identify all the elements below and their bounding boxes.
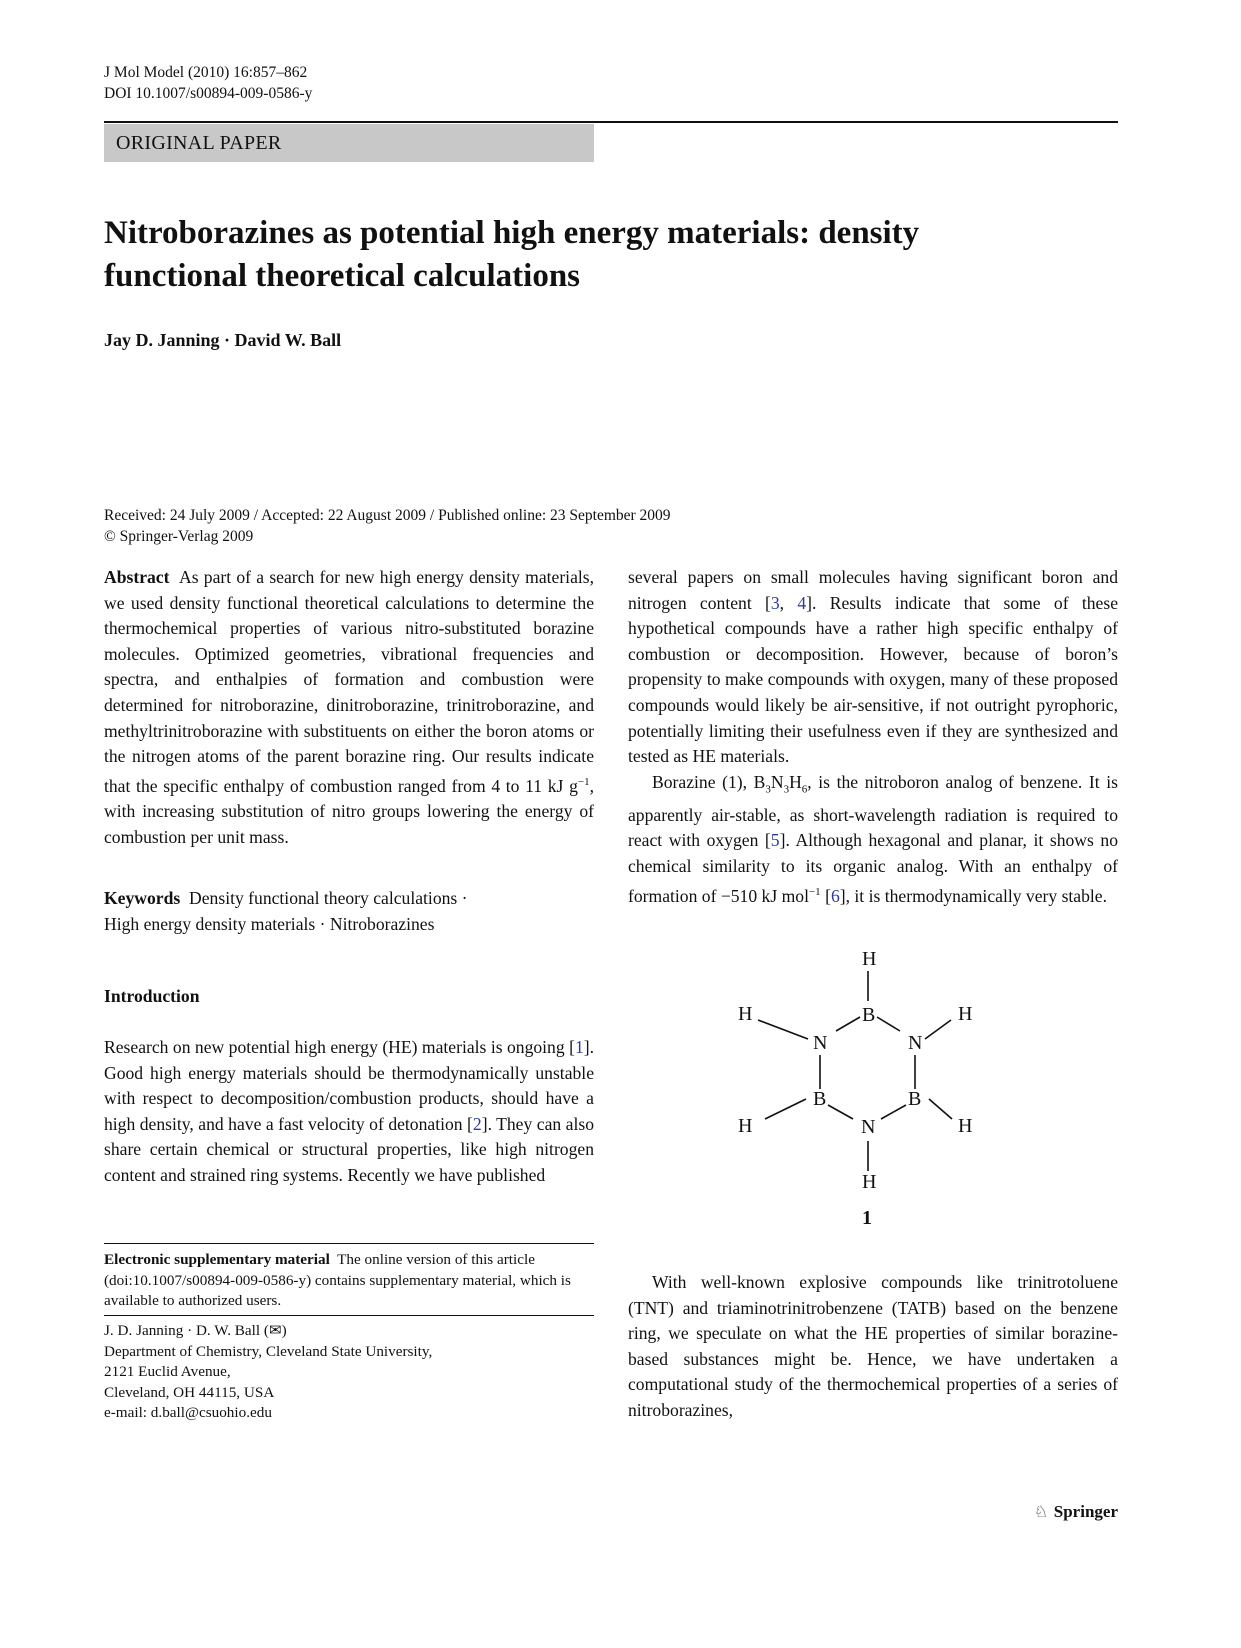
paper-title: Nitroborazines as potential high energy materials: density functional theoretical calculations	[104, 215, 920, 294]
abstract-text: As part of a search for new high energy density materials, we used density functional theoretical calculations to determine the thermochemical properties of various nitro-substituted borazine molecules. Optimized geometries, vibrational frequencies and spectra, and enthalpies of formation and combustion were determined for nitroborazine, dinitroborazine, trinitroborazine, and methyltrinitroborazine with substituents on either the boron atoms or the nitrogen atoms of the parent borazine ring. Our results indicate that the specific enthalpy of combustion ranged from 4 to 11 kJ g	[104, 567, 595, 796]
atom-label: H	[738, 1115, 753, 1137]
citation-link[interactable]: 3	[770, 592, 780, 613]
atom-label: B	[908, 1088, 922, 1110]
compound-number: 1	[862, 1207, 872, 1229]
bond	[758, 1020, 808, 1039]
body-text: N	[770, 771, 784, 792]
body-text: [	[820, 885, 831, 906]
keywords-label: Keywords	[104, 888, 181, 908]
abstract-text-end: , with increasing substitution of nitro groups lowering the energy of combustion per unit mass.	[104, 775, 594, 847]
subscript: 3	[783, 783, 790, 796]
keywords-line-1: Density functional theory calculations ·	[189, 888, 468, 908]
esm-label: Electronic supplementary material	[104, 1251, 330, 1268]
atom-label: B	[813, 1088, 827, 1110]
bond	[836, 1017, 860, 1031]
borazine-structure	[740, 945, 980, 1235]
introduction-paragraph	[104, 1035, 594, 1189]
abstract-superscript: −1	[577, 775, 590, 788]
publisher-logo	[1034, 1502, 1118, 1522]
keywords-line-2: High energy density materials · Nitroborazines	[104, 913, 435, 934]
bond	[929, 1099, 952, 1119]
affiliation-dept: Department of Chemistry, Cleveland State University,	[104, 1342, 433, 1360]
affiliation-authors: J. D. Janning · D. W. Ball (✉)	[104, 1322, 287, 1339]
supplementary-note	[104, 1250, 594, 1312]
superscript: −1	[808, 885, 821, 898]
affiliation-street: 2121 Euclid Avenue,	[104, 1363, 231, 1380]
atom-label: H	[958, 1115, 973, 1137]
bond	[765, 1099, 806, 1119]
copyright-line: © Springer-Verlag 2009	[104, 528, 254, 545]
atom-label: N	[908, 1032, 923, 1054]
intro-text-3: ]. They can also share certain chemical or structural properties, like high nitrogen content and strained ring systems. Recently we have published	[104, 1113, 594, 1185]
body-text: , is the nitroboron analog of benzene. It is apparently air-stable, as short-wavelength radiation is required to react with oxygen [	[628, 771, 1118, 851]
body-text: Borazine (1), B	[652, 771, 766, 792]
introduction-heading: Introduction	[104, 986, 200, 1006]
affiliation-city: Cleveland, OH 44115, USA	[104, 1383, 275, 1401]
subscript: 6	[801, 783, 808, 796]
affiliation	[104, 1321, 594, 1424]
atom-label: B	[862, 1004, 876, 1026]
journal-line: J Mol Model (2010) 16:857–862	[104, 64, 308, 81]
citation-link[interactable]: 6	[830, 885, 840, 906]
citation-link[interactable]: 4	[797, 592, 807, 613]
atom-label: H	[862, 948, 877, 970]
publication-dates	[104, 505, 671, 547]
keywords	[104, 886, 594, 937]
affiliation-email[interactable]: e-mail: d.ball@csuohio.edu	[104, 1404, 272, 1421]
esm-text: The online version of this article (doi:10.1007/s00894-009-0586-y) contains supplementary material, which is available to authorized users.	[104, 1251, 571, 1309]
bond	[881, 1105, 906, 1119]
intro-text-1: Research on new potential high energy (HE) materials is ongoing [	[104, 1037, 575, 1057]
article-type-banner: ORIGINAL PAPER	[104, 124, 594, 162]
citation-link[interactable]: 5	[770, 830, 780, 851]
atom-label: N	[813, 1032, 828, 1054]
atom-label: N	[861, 1116, 876, 1138]
atom-label: H	[862, 1171, 877, 1193]
subscript: 3	[765, 783, 771, 796]
citation-link[interactable]: 2	[472, 1113, 482, 1134]
history-line: Received: 24 July 2009 / Accepted: 22 August 2009 / Published online: 23 September 2009	[104, 507, 671, 524]
body-text: ]. Although hexagonal and planar, it shows no chemical similarity to its organic analog. With an enthalpy of formation of −510 kJ mol	[628, 830, 1118, 906]
doi-line: DOI 10.1007/s00894-009-0586-y	[104, 85, 313, 102]
body-text: ], it is thermodynamically very stable.	[839, 885, 1108, 906]
bond	[925, 1020, 951, 1039]
header-rule	[104, 121, 1118, 123]
abstract	[104, 565, 594, 850]
journal-citation	[104, 62, 312, 104]
bond	[877, 1017, 900, 1031]
right-column-continuation: With well-known explosive compounds like trinitrotoluene (TNT) and triaminotrinitrobenzene (TATB) based on the benzene ring, we speculate on what the HE properties of similar borazine-based substances might be. Hence, we have undertaken a computational study of the thermochemical properties of a series of nitroborazines,	[628, 1272, 1118, 1420]
footnote-divider	[104, 1315, 594, 1316]
body-text: ,	[779, 592, 798, 613]
atom-label: H	[738, 1003, 753, 1025]
body-text: H	[789, 771, 802, 792]
bond	[828, 1105, 853, 1119]
author-list: Jay D. Janning · David W. Ball	[104, 330, 342, 350]
body-text: several papers on small molecules having significant boron and nitrogen content [	[628, 567, 1118, 613]
atom-label: H	[958, 1003, 973, 1025]
springer-horse-icon: ♘	[1033, 1502, 1049, 1521]
body-text: ]. Results indicate that some of these hypothetical compounds have a rather high specific enthalpy of combustion or decomposition. However, because of boron’s propensity to make compounds with oxygen, many of these proposed compounds would likely be air-sensitive, if not outright pyrophoric, potentially limiting their usefulness even if they are synthesized and tested as HE materials.	[628, 592, 1119, 767]
abstract-label: Abstract	[104, 567, 170, 587]
right-column-text	[628, 565, 1118, 909]
footnote-rule	[104, 1243, 594, 1244]
publisher-name: Springer	[1053, 1502, 1118, 1521]
intro-text-2: ]. Good high energy materials should be thermodynamically unstable with respect to decomposition/combustion products, should have a high density, and have a fast velocity of detonation [	[104, 1037, 594, 1134]
citation-link[interactable]: 1	[574, 1037, 584, 1057]
